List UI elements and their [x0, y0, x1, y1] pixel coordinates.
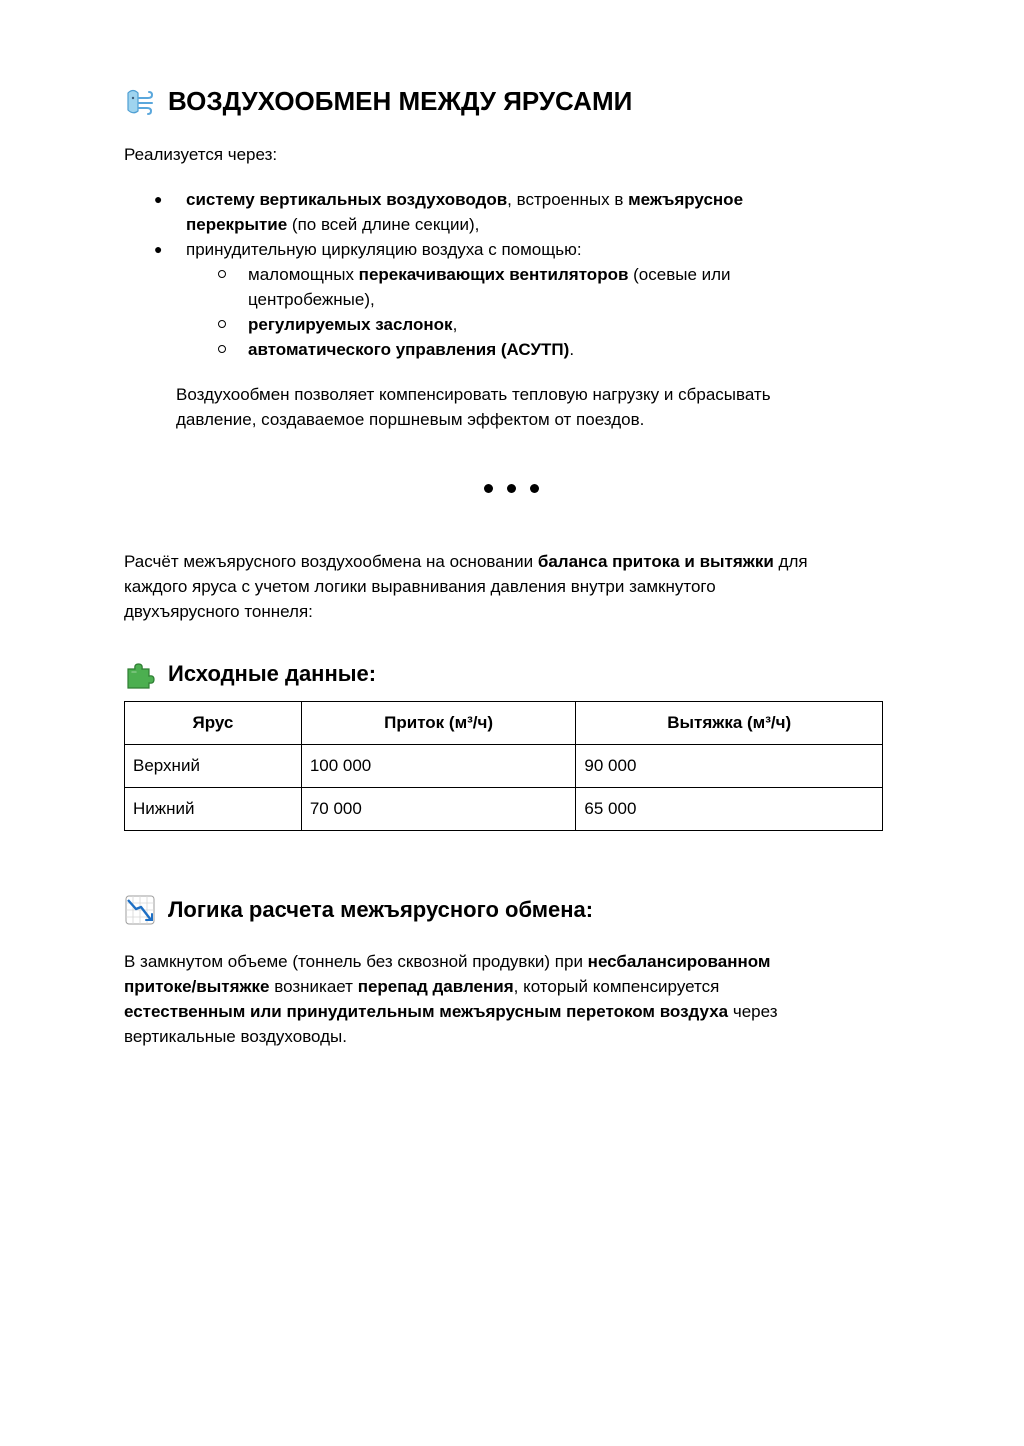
separator-dot	[507, 484, 516, 493]
calc-intro-line-1	[124, 549, 808, 574]
puzzle-piece-icon	[124, 658, 156, 690]
sub-bullet-1-line-1	[248, 262, 731, 287]
bullet-1-line-2	[186, 212, 479, 237]
section-separator	[484, 484, 539, 493]
bullet-1-bold-2: межъярусное	[628, 190, 744, 209]
note-line-1: Воздухообмен позволяет компенсировать тепловую нагрузку и сбрасывать	[176, 385, 771, 404]
section-heading-logic-text: Логика расчета межъярусного обмена:	[168, 897, 594, 922]
logic-line-1	[124, 949, 771, 974]
note-line-2: давление, создаваемое поршневым эффектом от поездов.	[176, 410, 645, 429]
sub-bullet-3-bold: автоматического управления (АСУТП)	[248, 340, 570, 359]
section-heading-logic	[124, 895, 593, 925]
logic-text-4: через	[728, 1002, 778, 1021]
page-title-text: ВОЗДУХООБМЕН МЕЖДУ ЯРУСАМИ	[168, 85, 633, 116]
table-row	[125, 745, 883, 788]
logic-text-3: , который компенсируется	[513, 977, 720, 996]
bullet-1-text-1: , встроенных в	[507, 190, 629, 209]
page-title	[124, 84, 632, 118]
table-cell: 100 000	[301, 745, 576, 788]
bullet-1-text-2: (по всей длине секции),	[287, 215, 480, 234]
intro-text: Реализуется через:	[124, 145, 278, 164]
table-header-cell: Ярус	[125, 702, 302, 745]
logic-line-2	[124, 974, 719, 999]
logic-line-3	[124, 999, 778, 1024]
calc-intro-line-2: каждого яруса с учетом логики выравнивания давления внутри замкнутого	[124, 577, 716, 596]
sub-bullet-3-text: .	[569, 340, 575, 359]
section-heading-source-data	[124, 659, 376, 689]
sub-bullet-1-line-2: центробежные),	[248, 290, 375, 309]
table-cell: Нижний	[125, 788, 302, 831]
bullet-2-line: принудительную циркуляцию воздуха с помощью:	[186, 240, 582, 259]
calc-intro-text-1: Расчёт межъярусного воздухообмена на основании	[124, 552, 538, 571]
sub-bullet-marker	[218, 270, 226, 278]
table-cell: Верхний	[125, 745, 302, 788]
wind-face-icon	[124, 85, 156, 117]
table-cell: 70 000	[301, 788, 576, 831]
sub-bullet-3-line	[248, 337, 574, 362]
sub-bullet-1-text-1: маломощных	[248, 265, 359, 284]
separator-dot	[530, 484, 539, 493]
table-header-row	[125, 702, 883, 745]
bullet-1-bold-3: перекрытие	[186, 215, 288, 234]
logic-line-4: вертикальные воздуховоды.	[124, 1027, 347, 1046]
sub-bullet-marker	[218, 320, 226, 328]
chart-decreasing-icon	[124, 894, 156, 926]
calc-intro-bold: баланса притока и вытяжки	[537, 552, 774, 571]
sub-bullet-2-line	[248, 312, 457, 337]
sub-bullet-1-bold: перекачивающих вентиляторов	[358, 265, 629, 284]
logic-bold-2: притоке/вытяжке	[124, 977, 270, 996]
table-cell: 65 000	[576, 788, 883, 831]
source-data-table	[124, 701, 883, 831]
section-heading-source-data-text: Исходные данные:	[168, 661, 377, 686]
sub-bullet-marker	[218, 345, 226, 353]
separator-dot	[484, 484, 493, 493]
logic-bold-3: перепад давления	[357, 977, 514, 996]
table-row	[125, 788, 883, 831]
bullet-1-bold-1: систему вертикальных воздуховодов	[186, 190, 508, 209]
logic-text-1: В замкнутом объеме (тоннель без сквозной продувки) при	[124, 952, 588, 971]
logic-bold-1: несбалансированном	[587, 952, 771, 971]
table-header-cell: Вытяжка (м³/ч)	[576, 702, 883, 745]
calc-intro-line-3: двухъярусного тоннеля:	[124, 602, 313, 621]
sub-bullet-1-text-2: (осевые или	[628, 265, 731, 284]
bullet-1-line-1	[186, 187, 743, 212]
bullet-marker: ●	[154, 241, 163, 257]
table-header-cell: Приток (м³/ч)	[301, 702, 576, 745]
logic-text-2: возникает	[269, 977, 358, 996]
sub-bullet-2-bold: регулируемых заслонок	[248, 315, 453, 334]
calc-intro-text-2: для	[773, 552, 808, 571]
sub-bullet-2-text: ,	[452, 315, 458, 334]
bullet-marker: ●	[154, 191, 163, 207]
logic-bold-4: естественным или принудительным межъярусным перетоком воздуха	[124, 1002, 729, 1021]
table-cell: 90 000	[576, 745, 883, 788]
